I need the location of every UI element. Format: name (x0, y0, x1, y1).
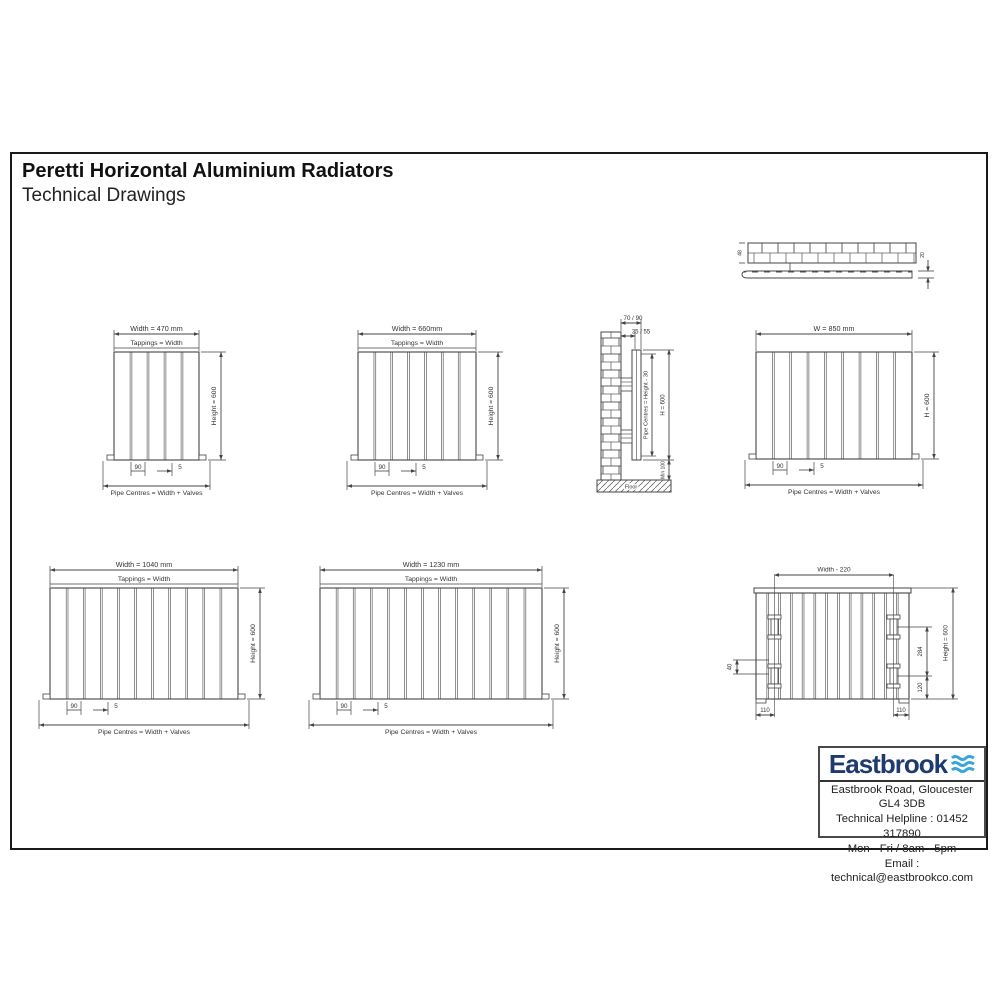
radiator-front-1230 (296, 554, 600, 745)
grille-dim-label: 20 (920, 252, 926, 258)
dim-label: W = 850 mm (813, 324, 855, 333)
radiator-front-drawing-group (745, 324, 939, 496)
radiator-front-1040 (26, 554, 296, 745)
bracket-position-drawing (725, 560, 980, 728)
dim-label: Width = 660mm (391, 324, 443, 333)
bracket-bottom-dim-label: 120 (918, 682, 924, 693)
dim-label: 90 (776, 463, 784, 470)
top-plan-view-drawing (738, 233, 938, 297)
page-title: Peretti Horizontal Aluminium Radiators (22, 160, 394, 182)
eastbrook-contact-box (818, 746, 986, 884)
radiator-front-850 (732, 318, 970, 505)
dim-label: Tappings = Width (390, 340, 444, 347)
floor-label: Floor (624, 484, 638, 491)
dim-label: Height = 600 (554, 624, 561, 663)
side-view-dimensions (621, 315, 674, 491)
bracket-spacing-dim-label: 284 (918, 646, 924, 657)
eastbrook-waves-icon (951, 754, 975, 774)
radiator-front-drawing-group (103, 324, 226, 497)
height-dim-label: H = 600 (660, 394, 667, 416)
dim-label: Pipe Centres = Width + Valves (110, 490, 203, 497)
dim-label: Tappings = Width (404, 576, 458, 583)
dim-label: Pipe Centres = Width + Valves (787, 489, 881, 496)
dim-label: 5 (820, 463, 824, 470)
bracket-110-left-label: 110 (760, 708, 770, 714)
dim-label: Pipe Centres = Width + Valves (370, 490, 464, 497)
side-wall-view-drawing (595, 314, 707, 504)
dim-label: 5 (384, 703, 388, 710)
radiator-front-660 (334, 318, 534, 506)
dim-label: Tappings = Width (117, 576, 171, 583)
pipe-offset-dim-label: 35 / 55 (631, 329, 651, 336)
radiator-front-drawing-group (347, 324, 503, 497)
dim-label: Height = 600 (211, 386, 218, 426)
bracket-height-dim-label: Height = 600 (942, 625, 950, 661)
wall-offset-dim-label: 70 / 90 (623, 315, 643, 322)
bracket-110-right-label: 110 (896, 708, 906, 714)
bracket-40-dim-label: 40 (727, 663, 734, 671)
radiator-front-drawing-group (39, 560, 265, 736)
radiator-front-drawing-group (309, 560, 569, 736)
eastbrook-address: Eastbrook Road, Gloucester GL4 3DB (831, 783, 973, 810)
radiator-top-body (742, 243, 916, 278)
dim-label: Pipe Centres = Width + Valves (97, 729, 191, 736)
dim-label: 90 (378, 464, 386, 471)
dim-label: 90 (70, 703, 78, 710)
eastbrook-logo-text: Eastbrook (828, 749, 948, 779)
dim-label: H = 600 (924, 393, 931, 418)
min-floor-gap-label: Min 100 (660, 461, 667, 479)
page-subtitle: Technical Drawings (22, 185, 186, 206)
dim-label: Height = 600 (488, 386, 495, 426)
bracket-width-dim-label: Width - 220 (817, 566, 851, 574)
depth-dim-label: 48 (737, 250, 744, 256)
dim-label: Tappings = Width (130, 340, 183, 347)
radiator-side-profile (621, 350, 641, 460)
dim-label: 5 (114, 703, 118, 710)
dim-label: Width = 470 mm (130, 324, 183, 333)
pipe-centres-height-label: Pipe Centres = Height - 30 (643, 370, 650, 440)
dim-label: 90 (340, 703, 348, 710)
eastbrook-email: Email : technical@eastbrookco.com (830, 857, 974, 884)
eastbrook-logo (820, 748, 984, 782)
radiator-front-470 (90, 318, 257, 506)
dim-label: Width = 1230 mm (402, 560, 460, 569)
eastbrook-hours: Mon - Fri / 8am - 5pm (847, 842, 957, 855)
dim-label: 5 (178, 464, 182, 471)
dim-label: Height = 600 (250, 624, 257, 663)
eastbrook-helpline: Technical Helpline : 01452 317890 (836, 813, 968, 840)
dim-label: Pipe Centres = Width + Valves (384, 729, 478, 736)
dim-label: 5 (422, 464, 426, 471)
dim-label: Width = 1040 mm (115, 560, 173, 569)
dim-label: 90 (134, 464, 142, 471)
